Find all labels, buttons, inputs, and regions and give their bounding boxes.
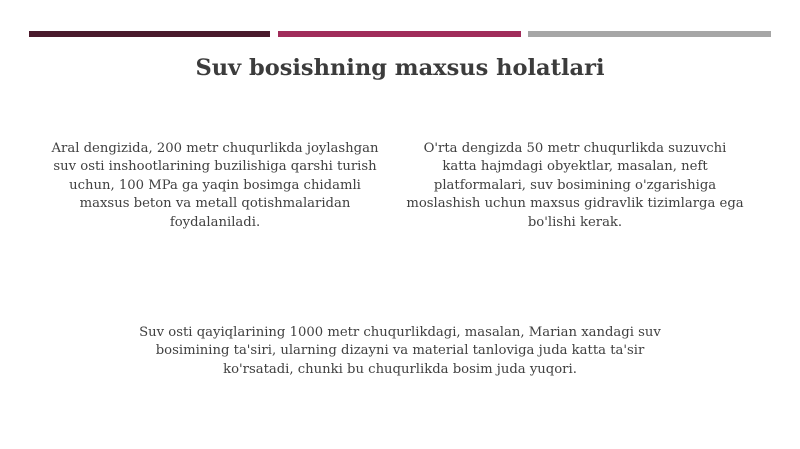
text-block-mediterranean: O'rta dengizda 50 metr chuqurlikda suzuvchi katta hajmdagi obyektlar, masalan, neft platformalari, suv bosimining o'zgarishiga moslashish uchun maxsus gidravlik tizimlarga ega bo'lishi kerak. [406,141,744,230]
accent-bar-dark [29,31,270,37]
text-block-aral: Aral dengizida, 200 metr chuqurlikda joylashgan suv osti inshootlarining buzilishiga qarshi turish uchun, 100 MPa ga yaqin bosimga chidamli maxsus beton va metall qotishmalaridan foydalaniladi. [51,141,379,230]
slide-title: Suv bosishning maxsus holatlari [195,55,605,81]
text-block-submarines: Suv osti qayiqlarining 1000 metr chuqurlikdagi, masalan, Marian xandagi suv bosimining ta'siri, ularning dizayni va material tanloviga juda katta ta'sir ko'rsatadi, chunki bu chuqurlikda bosim juda yuqori. [139,325,661,377]
accent-bar-gray [528,31,771,37]
accent-bar-magenta [278,31,521,37]
